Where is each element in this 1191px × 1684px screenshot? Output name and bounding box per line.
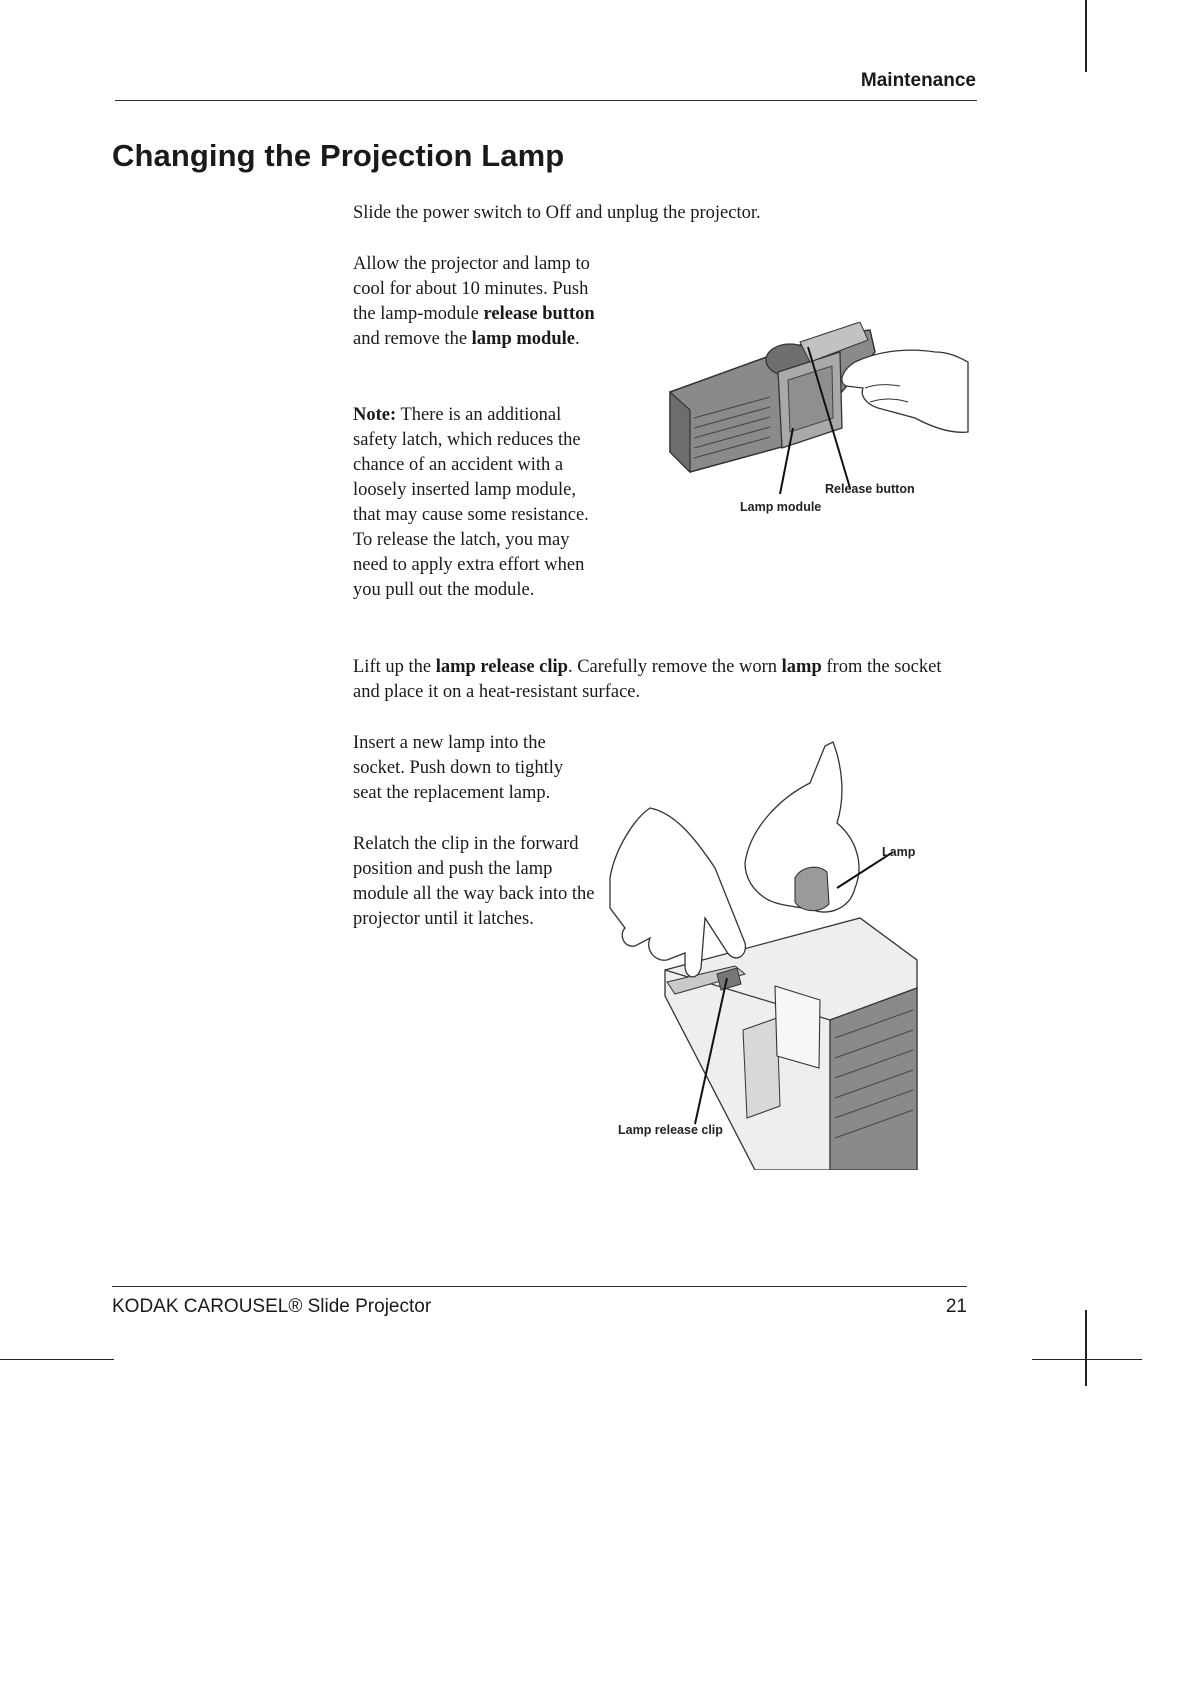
figure-lamp-replacement [605,738,925,1170]
crop-mark-bottom-left-horizontal [0,1359,114,1360]
page-number: 21 [945,1296,967,1317]
lamp-module-term: lamp module [471,329,575,349]
footer-rule [112,1286,967,1287]
callout-lamp-module: Lamp module [740,500,822,514]
figure-lamp-module-removal [660,322,970,522]
callout-release-button: Release button [825,482,915,496]
step-2-text: Allow the projector and lamp to cool for about 10 minutes. Push the lamp-module release button and remove the lamp module. [353,254,595,349]
crop-mark-bottom-right-vertical [1085,1310,1087,1386]
safety-note [353,403,593,603]
callout-lamp-release-clip: Lamp release clip [618,1123,723,1137]
step-1-text: Slide the power switch to Off and unplug the projector. [353,203,761,223]
running-header: Maintenance [860,70,976,91]
step-3-text: Lift up the lamp release clip. Carefully remove the worn lamp from the socket and place it on a heat-resistant surface. [353,657,942,702]
footer-product-name: KODAK CAROUSEL® Slide Projector [112,1296,432,1317]
lamp-term: lamp [781,657,822,677]
release-button-term: release button [483,304,595,324]
page-title: Changing the Projection Lamp [112,138,565,173]
lamp-release-clip-term: lamp release clip [435,657,568,677]
crop-mark-top-right [1085,0,1087,72]
note-text: There is an additional safety latch, which reduces the chance of an accident with a loosely inserted lamp module, that may cause some resistance. To release the latch, you may need to apply extra effort when you pull out the module. [353,405,589,600]
crop-mark-bottom-right-horizontal [1032,1359,1142,1360]
header-rule [115,100,977,101]
step-5-text: Relatch the clip in the forward position and push the lamp module all the way back into the projector until it latches. [353,834,595,929]
step-4-text: Insert a new lamp into the socket. Push down to tightly seat the replacement lamp. [353,733,564,803]
note-label: Note: [353,405,397,425]
callout-lamp: Lamp [882,845,916,859]
